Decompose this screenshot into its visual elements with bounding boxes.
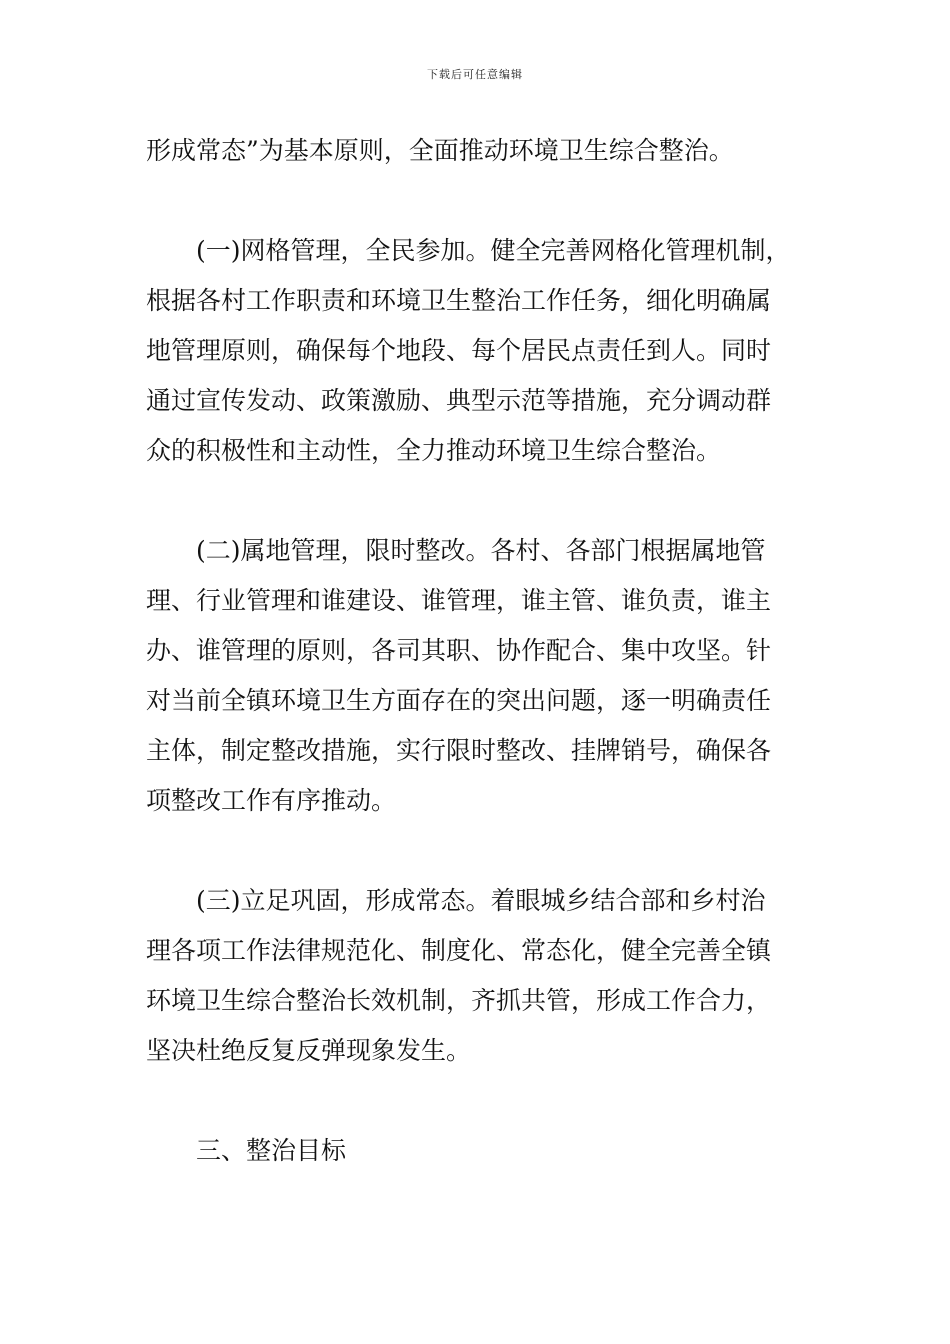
- paragraph-1-line-3: 地管理原则，确保每个地段、每个居民点责任到人。同时: [146, 336, 772, 365]
- paragraph-2-line-2: 理、行业管理和谁建设、谁管理，谁主管、谁负责，谁主: [146, 586, 772, 615]
- document-body: [146, 126, 816, 1176]
- paragraph-3-line-4: 坚决杜绝反复反弹现象发生。: [146, 1036, 472, 1065]
- paragraph-1-line-4: 通过宣传发动、政策激励、典型示范等措施，充分调动群: [146, 386, 772, 415]
- paragraph-1-line-1: (一)网格管理，全民参加。健全完善网格化管理机制，: [196, 236, 791, 265]
- paragraph-gap: [146, 476, 816, 526]
- paragraph-1-line-2: 根据各村工作职责和环境卫生整治工作任务，细化明确属: [146, 286, 772, 315]
- paragraph-gap: [146, 826, 816, 876]
- paragraph-2-line-6: 项整改工作有序推动。: [146, 786, 397, 815]
- paragraph-gap: [146, 176, 816, 226]
- paragraph-3-line-3: 环境卫生综合整治长效机制，齐抓共管，形成工作合力，: [146, 986, 772, 1015]
- paragraph-3-line-1: (三)立足巩固，形成常态。着眼城乡结合部和乡村治: [196, 886, 766, 915]
- paragraph-continuation-line: 形成常态”为基本原则，全面推动环境卫生综合整治。: [146, 136, 734, 165]
- paragraph-gap: [146, 1076, 816, 1126]
- paragraph-1-line-5: 众的积极性和主动性，全力推动环境卫生综合整治。: [146, 436, 722, 465]
- paragraph-2-line-5: 主体，制定整改措施，实行限时整改、挂牌销号，确保各: [146, 736, 772, 765]
- section-heading: 三、整治目标: [196, 1136, 347, 1165]
- paragraph-2-line-4: 对当前全镇环境卫生方面存在的突出问题，逐一明确责任: [146, 686, 772, 715]
- page-header-note: 下载后可任意编辑: [427, 68, 523, 81]
- paragraph-2-line-1: (二)属地管理，限时整改。各村、各部门根据属地管: [196, 536, 766, 565]
- paragraph-2-line-3: 办、谁管理的原则，各司其职、协作配合、集中攻坚。针: [146, 636, 772, 665]
- paragraph-3-line-2: 理各项工作法律规范化、制度化、常态化，健全完善全镇: [146, 936, 772, 965]
